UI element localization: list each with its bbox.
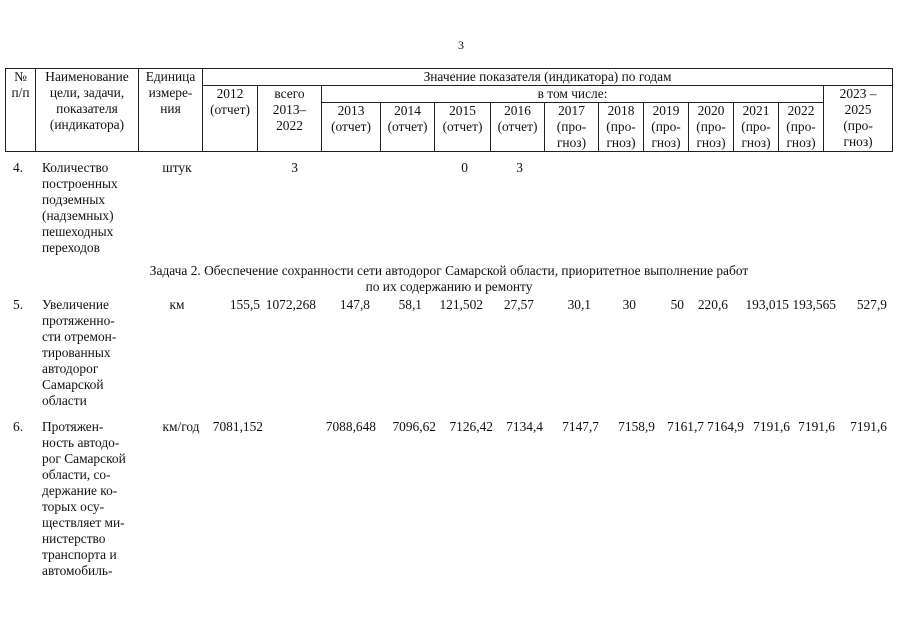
row-number: 5. (13, 297, 24, 312)
indicator-unit: штук (162, 160, 192, 175)
page-number: 3 (458, 38, 464, 52)
indicator-name: Увеличение протяженно- сти отремон- тированных автодорог Самарской области (42, 297, 117, 408)
value-2019: 7161,7 (667, 419, 704, 434)
header-in-that-number: в том числе: (322, 86, 824, 103)
value-2012: 155,5 (229, 297, 260, 312)
table-row (5, 160, 893, 255)
value-2015: 7126,42 (449, 419, 493, 434)
value-2016: 3 (516, 160, 523, 175)
header-col-2023-2025: 2023 – 2025 (про- гноз) (824, 86, 893, 152)
value-total: 3 (291, 160, 298, 175)
row-number: 4. (13, 160, 24, 175)
header-col-2016: 2016 (отчет) (491, 103, 545, 152)
value-2012: 7081,152 (212, 419, 263, 434)
indicator-table-header (5, 68, 893, 152)
header-col-2013: 2013 (отчет) (322, 103, 381, 152)
header-name: Наименование цели, задачи, показателя (индикатора) (36, 69, 139, 152)
value-2016: 7134,4 (506, 419, 543, 434)
value-2022: 7191,6 (798, 419, 835, 434)
header-col-total: всего 2013– 2022 (258, 86, 322, 152)
header-col-2014: 2014 (отчет) (381, 103, 435, 152)
row-number: 6. (13, 419, 24, 434)
value-2016: 27,57 (503, 297, 534, 312)
value-2020: 220,6 (697, 297, 728, 312)
value-2013: 147,8 (339, 297, 370, 312)
header-col-2018: 2018 (про- гноз) (599, 103, 644, 152)
header-col-2021: 2021 (про- гноз) (734, 103, 779, 152)
task-2-heading: Задача 2. Обеспечение сохранности сети автодорог Самарской области, приоритетное выполнение работ по их содержанию и ремонту (149, 263, 749, 294)
value-2023-2025: 7191,6 (850, 419, 887, 434)
value-total: 1072,268 (265, 297, 316, 312)
header-col-2022: 2022 (про- гноз) (779, 103, 824, 152)
value-2014: 7096,62 (392, 419, 436, 434)
table-row (5, 297, 893, 408)
header-col-2020: 2020 (про- гноз) (689, 103, 734, 152)
value-2020: 7164,9 (707, 419, 744, 434)
header-col-2012: 2012 (отчет) (203, 86, 258, 152)
value-2015: 121,502 (439, 297, 483, 312)
value-2021: 7191,6 (753, 419, 790, 434)
value-2013: 7088,648 (325, 419, 376, 434)
value-2021: 193,015 (745, 297, 789, 312)
header-col-2015: 2015 (отчет) (435, 103, 491, 152)
value-2017: 30,1 (567, 297, 591, 312)
value-2019: 50 (670, 297, 684, 312)
value-2015: 0 (461, 160, 468, 175)
indicator-name: Количество построенных подземных (надземных) пешеходных переходов (42, 160, 118, 255)
header-col-2017: 2017 (про- гноз) (545, 103, 599, 152)
header-col-2019: 2019 (про- гноз) (644, 103, 689, 152)
value-2023-2025: 527,9 (856, 297, 887, 312)
indicator-unit: км (169, 297, 185, 312)
indicator-unit: км/год (162, 419, 200, 434)
header-num: № п/п (6, 69, 36, 152)
value-2018: 30 (622, 297, 636, 312)
value-2022: 193,565 (792, 297, 836, 312)
value-2014: 58,1 (398, 297, 422, 312)
indicator-name: Протяжен- ность автодо- рог Самарской области, со- держание ко- торых осу- ществляет ми- нистерство транспорта и автомобиль- (42, 419, 126, 578)
table-row (5, 419, 893, 578)
header-unit: Единица измере- ния (139, 69, 203, 152)
value-2018: 7158,9 (618, 419, 655, 434)
header-values-title: Значение показателя (индикатора) по годам (203, 69, 893, 86)
value-2017: 7147,7 (562, 419, 599, 434)
